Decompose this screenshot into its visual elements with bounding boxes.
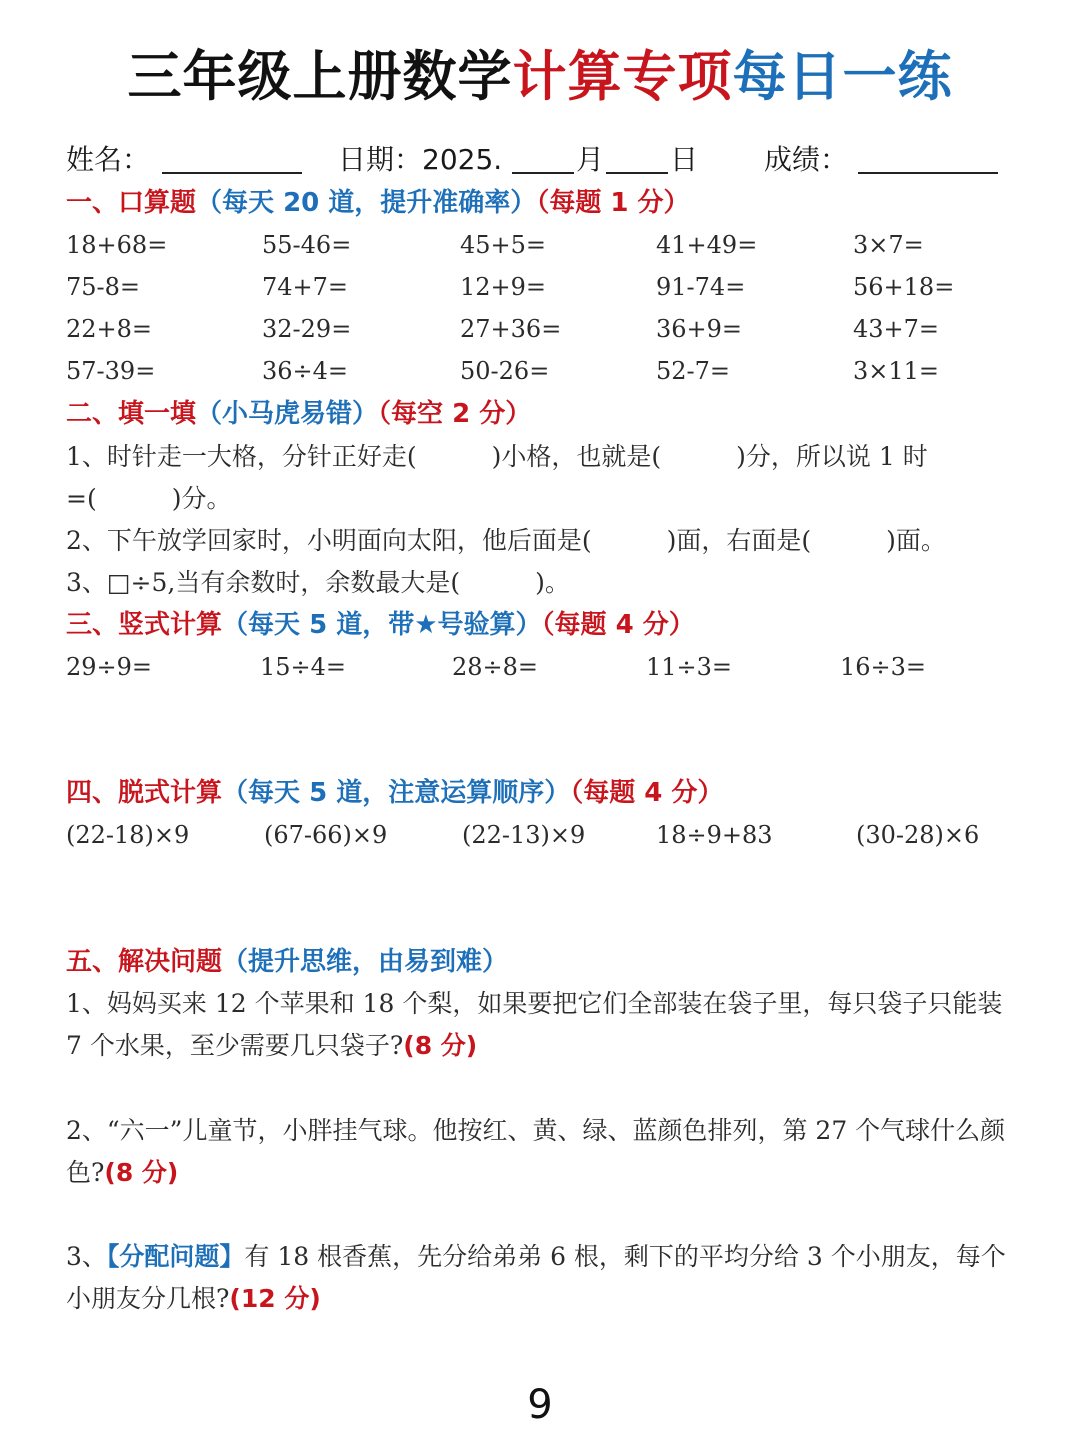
word-problem-3-tag: 【分配问题】 [106, 1242, 245, 1271]
word-problem-3-points: (12 分) [229, 1284, 321, 1313]
section-3-points: （每题 4 分） [541, 610, 695, 640]
section-4-note: （每天 5 道，注意运算顺序） [222, 778, 571, 808]
oral-calc-item: 41+49= [656, 231, 758, 259]
stepwise-calc-row [0, 818, 1080, 852]
section-1-points: （每题 1 分） [536, 188, 690, 218]
vertical-calc-item: 16÷3= [840, 653, 927, 681]
date-label: 日期：2025. [338, 143, 503, 176]
section-2-heading [66, 397, 531, 431]
name-label: 姓名： [66, 143, 151, 176]
oral-calc-item: 57-39= [66, 357, 156, 385]
oral-calc-item: 52-7= [656, 357, 731, 385]
word-problem-1 [66, 983, 1016, 1067]
oral-calc-item: 36+9= [656, 315, 743, 343]
section-2-note: （小马虎易错） [196, 399, 379, 429]
oral-calc-item: 36÷4= [262, 357, 349, 385]
oral-calc-item: 45+5= [460, 231, 547, 259]
vertical-calc-item: 11÷3= [646, 653, 733, 681]
fill-question-1 [66, 436, 1016, 520]
section-5-note: （提升思维，由易到难） [222, 947, 509, 977]
section-3-heading [66, 608, 695, 642]
name-blank[interactable] [162, 172, 302, 174]
fill-question-2: 2、下午放学回家时，小明面向太阳，他后面是( )面，右面是( )面。 [66, 526, 946, 555]
score-label: 成绩： [764, 143, 849, 176]
oral-calc-item: 55-46= [262, 231, 352, 259]
word-problem-2 [66, 1110, 1016, 1194]
section-4-heading [66, 776, 723, 810]
oral-calc-row [0, 228, 1080, 262]
title-part-3: 每日一练 [732, 45, 953, 108]
word-problem-1-points: (8 分) [403, 1031, 478, 1060]
section-1-title: 一、口算题 [66, 188, 197, 218]
month-label: 月 [576, 143, 605, 176]
fill-question-1-line-2: =( )分。 [66, 484, 232, 513]
oral-calc-item: 32-29= [262, 315, 352, 343]
word-problem-3-prefix: 3、 [66, 1242, 107, 1271]
oral-calc-item: 3×11= [853, 357, 940, 385]
oral-calc-item: 43+7= [853, 315, 940, 343]
word-problem-2-text: 2、“六一”儿童节，小胖挂气球。他按红、黄、绿、蓝颜色排列，第 27 个气球什么颜色? [66, 1116, 1006, 1187]
oral-calc-item: 18+68= [66, 231, 168, 259]
vertical-calc-row [0, 650, 1080, 684]
oral-calc-item: 3×7= [853, 231, 924, 259]
day-blank[interactable] [606, 172, 668, 174]
word-problem-1-text: 1、妈妈买来 12 个苹果和 18 个梨，如果要把它们全部装在袋子里，每只袋子只能装 7 个水果，至少需要几只袋子? [66, 989, 1003, 1060]
month-blank[interactable] [512, 172, 574, 174]
stepwise-calc-item: (30-28)×6 [856, 821, 980, 849]
section-1-note: （每天 20 道，提升准确率） [196, 188, 537, 218]
word-problem-3-text: 有 18 根香蕉，先分给弟弟 6 根，剩下的平均分给 3 个小朋友，每个小朋友分几根? [66, 1242, 1006, 1313]
stepwise-calc-item: (22-18)×9 [66, 821, 190, 849]
oral-calc-item: 56+18= [853, 273, 955, 301]
stepwise-calc-item: (22-13)×9 [462, 821, 586, 849]
section-2-points: （每空 2 分） [378, 399, 532, 429]
vertical-calc-item: 28÷8= [452, 653, 539, 681]
section-5-heading [66, 945, 508, 979]
oral-calc-item: 50-26= [460, 357, 550, 385]
page-title [0, 42, 1080, 112]
section-1-heading [66, 186, 690, 220]
oral-calc-row [0, 270, 1080, 304]
section-4-title: 四、脱式计算 [66, 778, 223, 808]
oral-calc-row [0, 354, 1080, 388]
section-2-title: 二、填一填 [66, 399, 197, 429]
oral-calc-row [0, 312, 1080, 346]
oral-calc-item: 75-8= [66, 273, 141, 301]
word-problem-3 [66, 1236, 1016, 1320]
day-label: 日 [670, 143, 699, 176]
title-part-2: 计算专项 [512, 45, 733, 108]
score-blank[interactable] [858, 172, 998, 174]
oral-calc-item: 27+36= [460, 315, 562, 343]
oral-calc-item: 91-74= [656, 273, 746, 301]
vertical-calc-item: 29÷9= [66, 653, 153, 681]
stepwise-calc-item: 18÷9+83 [656, 821, 773, 849]
oral-calc-item: 22+8= [66, 315, 153, 343]
fill-question-1-line-1: 1、时针走一大格，分针正好走( )小格，也就是( )分，所以说 1 时 [66, 442, 928, 471]
stepwise-calc-item: (67-66)×9 [264, 821, 388, 849]
vertical-calc-item: 15÷4= [260, 653, 347, 681]
student-info-row [66, 138, 1016, 178]
section-3-title: 三、竖式计算 [66, 610, 223, 640]
title-part-1: 三年级上册数学 [127, 45, 513, 108]
fill-question-3: 3、□÷5,当有余数时，余数最大是( )。 [66, 568, 570, 597]
section-4-points: （每题 4 分） [570, 778, 724, 808]
section-5-title: 五、解决问题 [66, 947, 223, 977]
section-3-note: （每天 5 道，带★号验算） [222, 610, 542, 640]
page-number: 9 [527, 1382, 553, 1428]
word-problem-2-points: (8 分) [104, 1158, 179, 1187]
oral-calc-item: 12+9= [460, 273, 547, 301]
oral-calc-item: 74+7= [262, 273, 349, 301]
